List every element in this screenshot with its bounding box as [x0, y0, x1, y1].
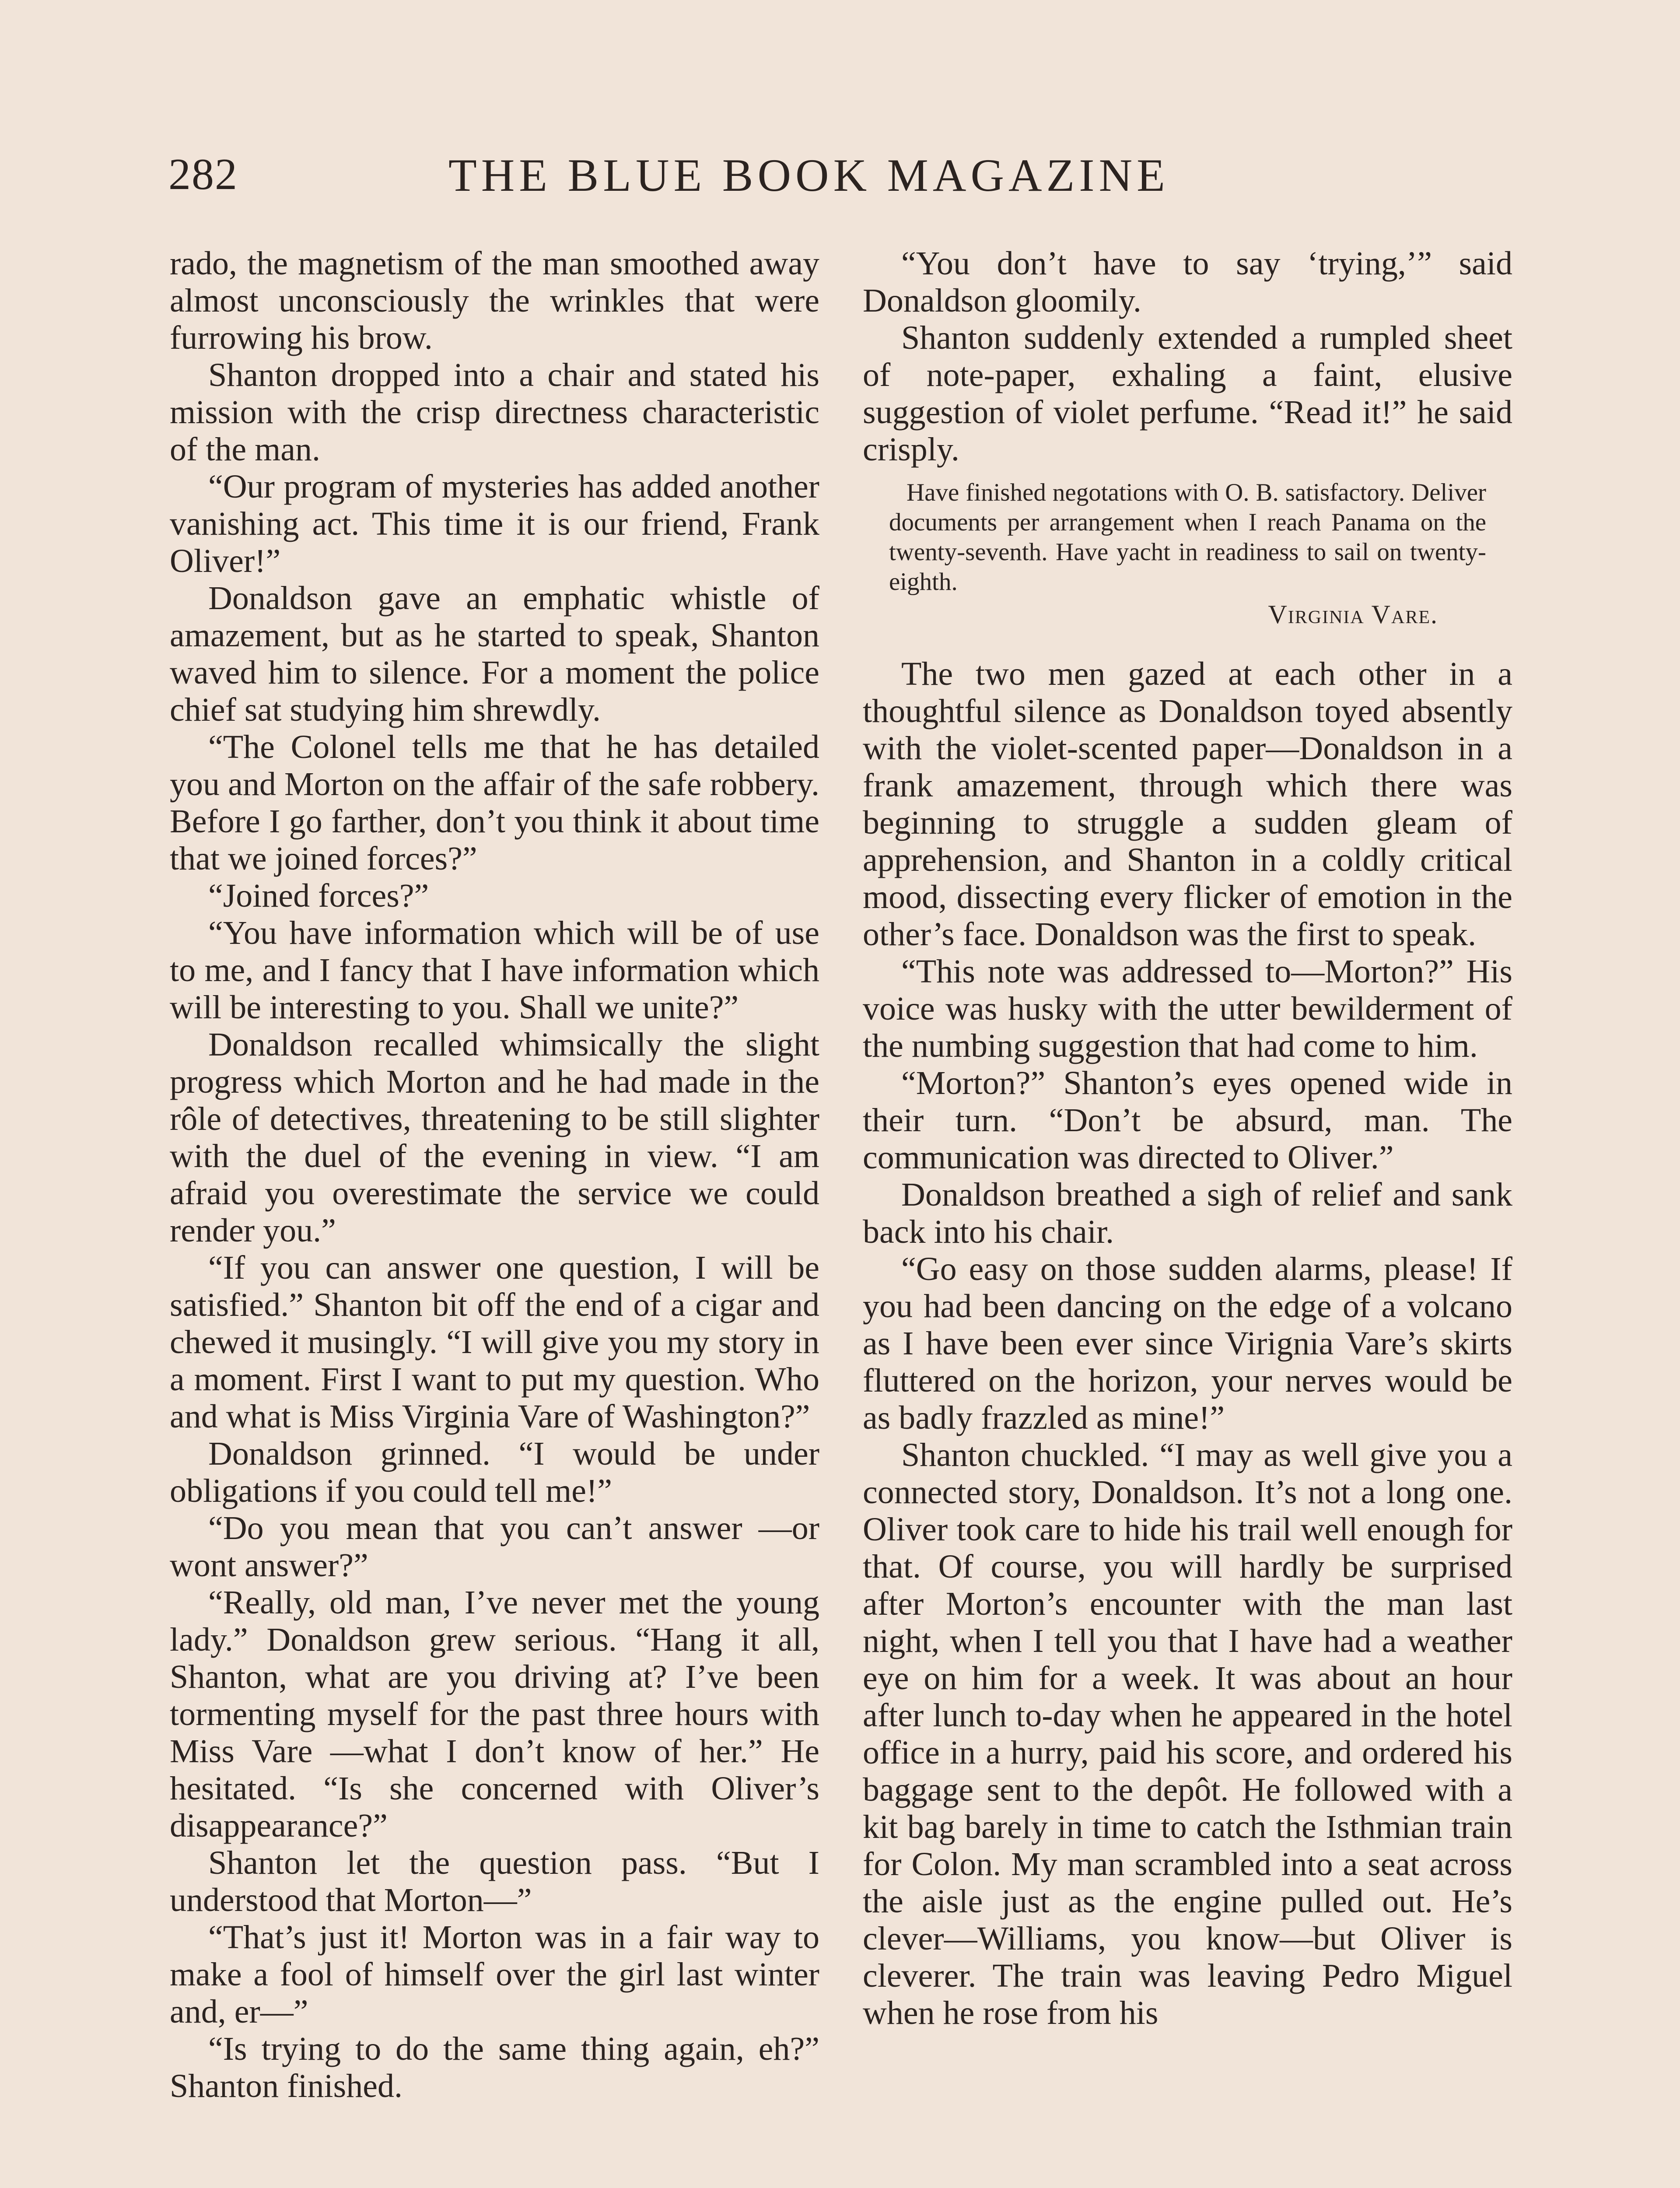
paragraph: Shanton let the question pass. “But I understood that Morton—” — [170, 1844, 819, 1918]
right-column — [863, 245, 1512, 2188]
paragraph: “Joined forces?” — [208, 877, 429, 914]
paragraph: “The Colonel tells me that he has detailed you and Morton on the affair of the safe robbery. Before I go farther, don’t you think it about time that we joined forces?” — [170, 729, 819, 877]
paragraph: “Go easy on those sudden alarms, please! If you had been dancing on the edge of a volcano as I have been ever since Virignia Vare’s skirts fluttered on the horizon, your nerves would be as badly frazzled as mine!” — [863, 1251, 1512, 1436]
paragraph: “Our program of mysteries has added another vanishing act. This time it is our friend, Frank Oliver!” — [170, 468, 819, 579]
paragraph: “Morton?” Shanton’s eyes opened wide in their turn. “Don’t be absurd, man. The communication was directed to Oliver.” — [863, 1065, 1512, 1176]
paragraph: Shanton dropped into a chair and stated his mission with the crisp directness characteristic of the man. — [170, 357, 819, 468]
paragraph: Donaldson gave an emphatic whistle of amazement, but as he started to speak, Shanton waved him to silence. For a moment the police chief sat studying him shrewdly. — [170, 580, 819, 728]
left-column — [170, 245, 819, 2188]
paragraph: Shanton chuckled. “I may as well give you a connected story, Donaldson. It’s not a long one. Oliver took care to hide his trail well enough for that. Of course, you will hardly be surprised after Morton’s encounter with the man last night, when I tell you that I have had a weather eye on him for a week. It was about an hour after lunch to-day when he appeared in the hotel office in a hurry, paid his score, and ordered his baggage sent to the depôt. He followed with a kit bag barely in time to catch the Isthmian train for Colon. My man scrambled into a seat across the aisle just as the engine pulled out. He’s clever—Williams, you know—but Oliver is cleverer. The train was leaving Pedro Miguel when he rose from his — [863, 1437, 1512, 2031]
paragraph: Donaldson recalled whimsically the slight progress which Morton and he had made in the rôle of detectives, threatening to be still slighter with the duel of the evening in view. “I am afraid you overestimate the service we could render you.” — [170, 1026, 819, 1249]
paragraph: Donaldson breathed a sigh of relief and sank back into his chair. — [863, 1176, 1512, 1250]
paragraph: rado, the magnetism of the man smoothed away almost unconsciously the wrinkles that were furrowing his brow. — [170, 245, 819, 356]
paragraph: “You have information which will be of use to me, and I fancy that I have information which will be interesting to you. Shall we unite?” — [170, 915, 819, 1026]
paragraph: “You don’t have to say ‘trying,’” said Donaldson gloomily. — [863, 245, 1512, 319]
page-number: 282 — [168, 150, 238, 199]
quoted-note — [889, 478, 1486, 629]
paragraph: “Is trying to do the same thing again, eh?” Shanton finished. — [170, 2030, 819, 2104]
magazine-title: THE BLUE BOOK MAGAZINE — [448, 150, 1169, 201]
page-header — [168, 149, 1253, 210]
paragraph: “This note was addressed to—Morton?” His voice was husky with the utter bewilderment of the numbing suggestion that had come to him. — [863, 953, 1512, 1064]
paragraph: The two men gazed at each other in a thoughtful silence as Donaldson toyed absently with the violet-scented paper—Donaldson in a frank amazement, through which there was beginning to struggle a sudden gleam of apprehension, and Shanton in a coldly critical mood, dissecting every flicker of emotion in the other’s face. Donaldson was the first to speak. — [863, 656, 1512, 953]
paragraph: Shanton suddenly extended a rumpled sheet of note-paper, exhaling a faint, elusive suggestion of violet perfume. “Read it!” he said crisply. — [863, 319, 1512, 468]
paragraph: “Do you mean that you can’t answer —or wont answer?” — [170, 1510, 819, 1584]
note-signature: Virginia Vare. — [1268, 600, 1438, 629]
paragraph: “Really, old man, I’ve never met the young lady.” Donaldson grew serious. “Hang it all, Shanton, what are you driving at? I’ve been tormenting myself for the past three hours with Miss Vare —what I don’t know of her.” He hesitated. “Is she concerned with Oliver’s disappearance?” — [170, 1584, 819, 1844]
paragraph: “That’s just it! Morton was in a fair way to make a fool of himself over the girl last winter and, er—” — [170, 1919, 819, 2030]
paragraph: Donaldson grinned. “I would be under obligations if you could tell me!” — [170, 1435, 819, 1509]
note-body: Have finished negotations with O. B. satisfactory. Deliver documents per arrangement when I reach Panama on the twenty-seventh. Have yacht in readiness to sail on twenty-eighth. — [889, 479, 1486, 596]
paragraph: “If you can answer one question, I will be satisfied.” Shanton bit off the end of a cigar and chewed it musingly. “I will give you my story in a moment. First I want to put my question. Who and what is Miss Virginia Vare of Washington?” — [170, 1249, 819, 1435]
